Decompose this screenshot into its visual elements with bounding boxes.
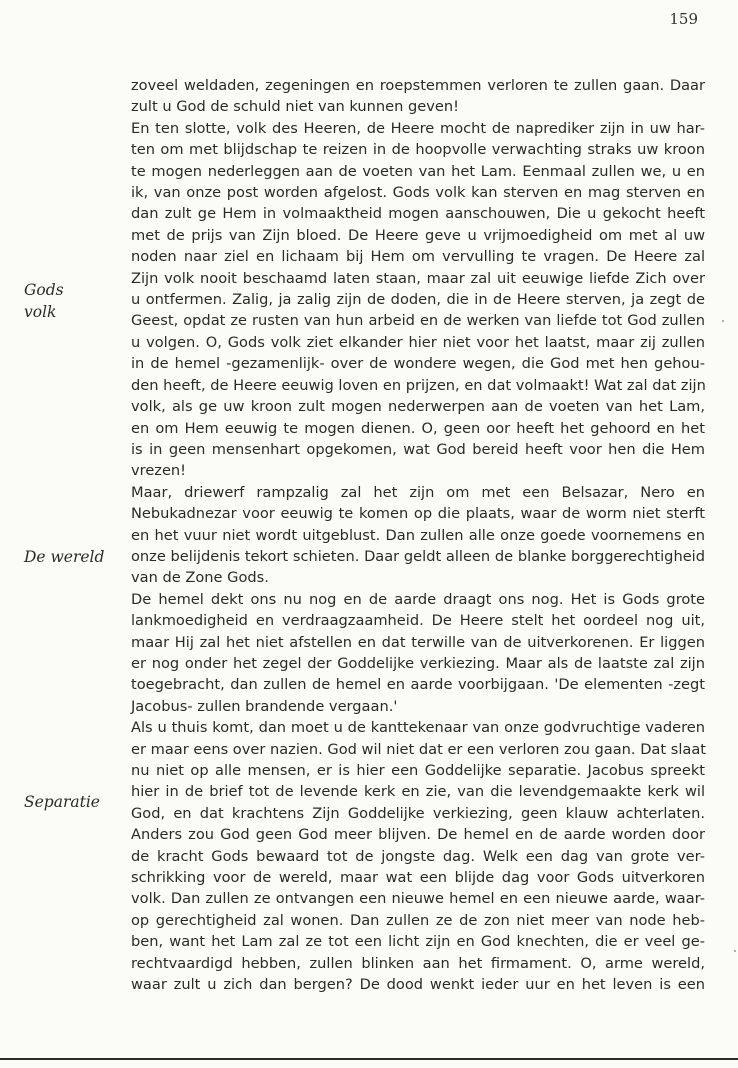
body-line: God, en dat krachtens Zijn Goddelijke verkiezing, geen klauw achterlaten. <box>131 804 705 822</box>
margin-note-gods-volk <box>24 280 64 323</box>
body-line: er maar eens over nazien. God wil niet dat er een verloren zou gaan. Dat slaat <box>131 740 707 758</box>
body-line: er nog onder het zegel der Goddelijke verkiezing. Maar als de laatste zal zijn <box>131 654 705 672</box>
body-line: Als u thuis komt, dan moet u de kanttekenaar van onze godvruchtige vaderen <box>131 719 705 737</box>
body-line: lankmoedigheid en verdraagzaamheid. De Heere stelt het oordeel nog uit, <box>131 612 705 630</box>
body-line: onze belijdenis tekort schieten. Daar geldt alleen de blanke borggerechtigheid <box>131 547 705 565</box>
body-line: u volgen. O, Gods volk ziet elkander hier niet voor het laatst, maar zij zullen <box>131 333 705 351</box>
body-line: volk. Dan zullen ze ontvangen een nieuwe hemel en een nieuwe aarde, waar- <box>131 890 705 908</box>
body-line: ten om met blijdschap te reizen in de hoopvolle verwachting straks uw kroon <box>131 141 705 159</box>
body-line: ik, van onze post worden afgelost. Gods volk kan sterven en mag sterven en <box>131 184 705 202</box>
body-line: volk, als ge uw kroon zult mogen nederwerpen aan de voeten van het Lam, <box>131 398 705 416</box>
body-line: Zijn volk nooit beschaamd laten staan, maar zal uit eeuwige liefde Zich over <box>131 269 705 287</box>
body-line: en het vuur niet wordt uitgeblust. Dan zullen alle onze goede voornemens en <box>131 526 705 544</box>
margin-note-line: volk <box>24 302 57 321</box>
body-line: De hemel dekt ons nu nog en de aarde draagt ons nog. Het is Gods grote <box>131 590 705 608</box>
body-line: met de prijs van Zijn bloed. De Heere geve u vrijmoedigheid om met al uw <box>131 226 705 244</box>
body-line: is in geen mensenhart opgekomen, wat God bereid heeft voor hen die Hem <box>131 440 705 458</box>
scan-speck <box>734 950 736 952</box>
body-line: ben, want het Lam zal ze tot een licht zijn en God knechten, die er veel ge- <box>131 933 705 951</box>
body-line: rechtvaardigd hebben, zullen blinken aan het firmament. O, arme wereld, <box>131 954 705 972</box>
body-text <box>131 75 705 995</box>
margin-note-separatie <box>24 792 100 814</box>
body-line: Jacobus- zullen brandende vergaan.' <box>131 697 398 715</box>
bottom-rule <box>0 1058 738 1060</box>
body-line: in de hemel -gezamenlijk- over de wondere wegen, die God met hen gehou- <box>131 355 705 373</box>
body-line: hier in de brief tot de levende kerk en zie, van die levendgemaakte kerk wil <box>131 783 705 801</box>
body-line: Nebukadnezar voor eeuwig te komen op die plaats, waar de worm niet sterft <box>131 505 705 523</box>
body-line: Geest, opdat ze rusten van hun arbeid en de werken van liefde tot God zullen <box>131 312 705 330</box>
scan-speck <box>722 320 724 322</box>
body-line: waar zult u zich dan bergen? De dood wenkt ieder uur en het leven is een <box>131 976 705 994</box>
body-line: te mogen nederleggen aan de voeten van het Lam. Eenmaal zullen we, u en <box>131 162 705 180</box>
body-line: op gerechtigheid zal wonen. Dan zullen ze de zon niet meer van node heb- <box>131 911 705 929</box>
body-line: nu niet op alle mensen, er is hier een Goddelijke separatie. Jacobus spreekt <box>131 762 705 779</box>
body-line: de kracht Gods bewaard tot de jongste dag. Welk een dag van grote ver- <box>131 847 705 865</box>
body-line: Anders zou God geen God meer blijven. De hemel en de aarde worden door <box>131 826 705 844</box>
body-line: zult u God de schuld niet van kunnen geven! <box>131 98 460 116</box>
margin-note-line: Separatie <box>24 793 100 811</box>
body-line: noden naar ziel en lichaam bij Hem om vervulling te vragen. De Heere zal <box>131 248 705 266</box>
margin-note-de-wereld <box>24 547 104 569</box>
margin-note-line: De wereld <box>24 548 105 566</box>
page-number: 159 <box>669 10 698 28</box>
body-line: maar Hij zal het niet afstellen en dat terwille van de uitverkorenen. Er liggen <box>131 633 705 651</box>
body-line: vrezen! <box>131 462 187 480</box>
body-line: dan zult ge Hem in volmaaktheid mogen aanschouwen, Die u gekocht heeft <box>131 205 705 223</box>
body-line: toegebracht, dan zullen de hemel en aarde voorbijgaan. 'De elementen -zegt <box>131 676 705 694</box>
body-line: u ontfermen. Zalig, ja zalig zijn de doden, die in de Heere sterven, ja zegt de <box>131 291 705 309</box>
margin-note-line: Gods <box>24 281 64 299</box>
body-line: Maar, driewerf rampzalig zal het zijn om met een Belsazar, Nero en <box>131 483 705 501</box>
body-line: den heeft, de Heere eeuwig loven en prijzen, en dat volmaakt! Wat zal dat zijn <box>131 376 706 394</box>
body-line: schrikking voor de wereld, maar wat een blijde dag voor Gods uitverkoren <box>131 869 705 887</box>
body-line: van de Zone Gods. <box>131 569 269 587</box>
body-line: zoveel weldaden, zegeningen en roepstemmen verloren te zullen gaan. Daar <box>131 77 705 94</box>
body-line: En ten slotte, volk des Heeren, de Heere mocht de naprediker zijn in uw har- <box>131 119 705 137</box>
body-line: en om Hem eeuwig te mogen dienen. O, geen oor heeft het gehoord en het <box>131 419 705 437</box>
